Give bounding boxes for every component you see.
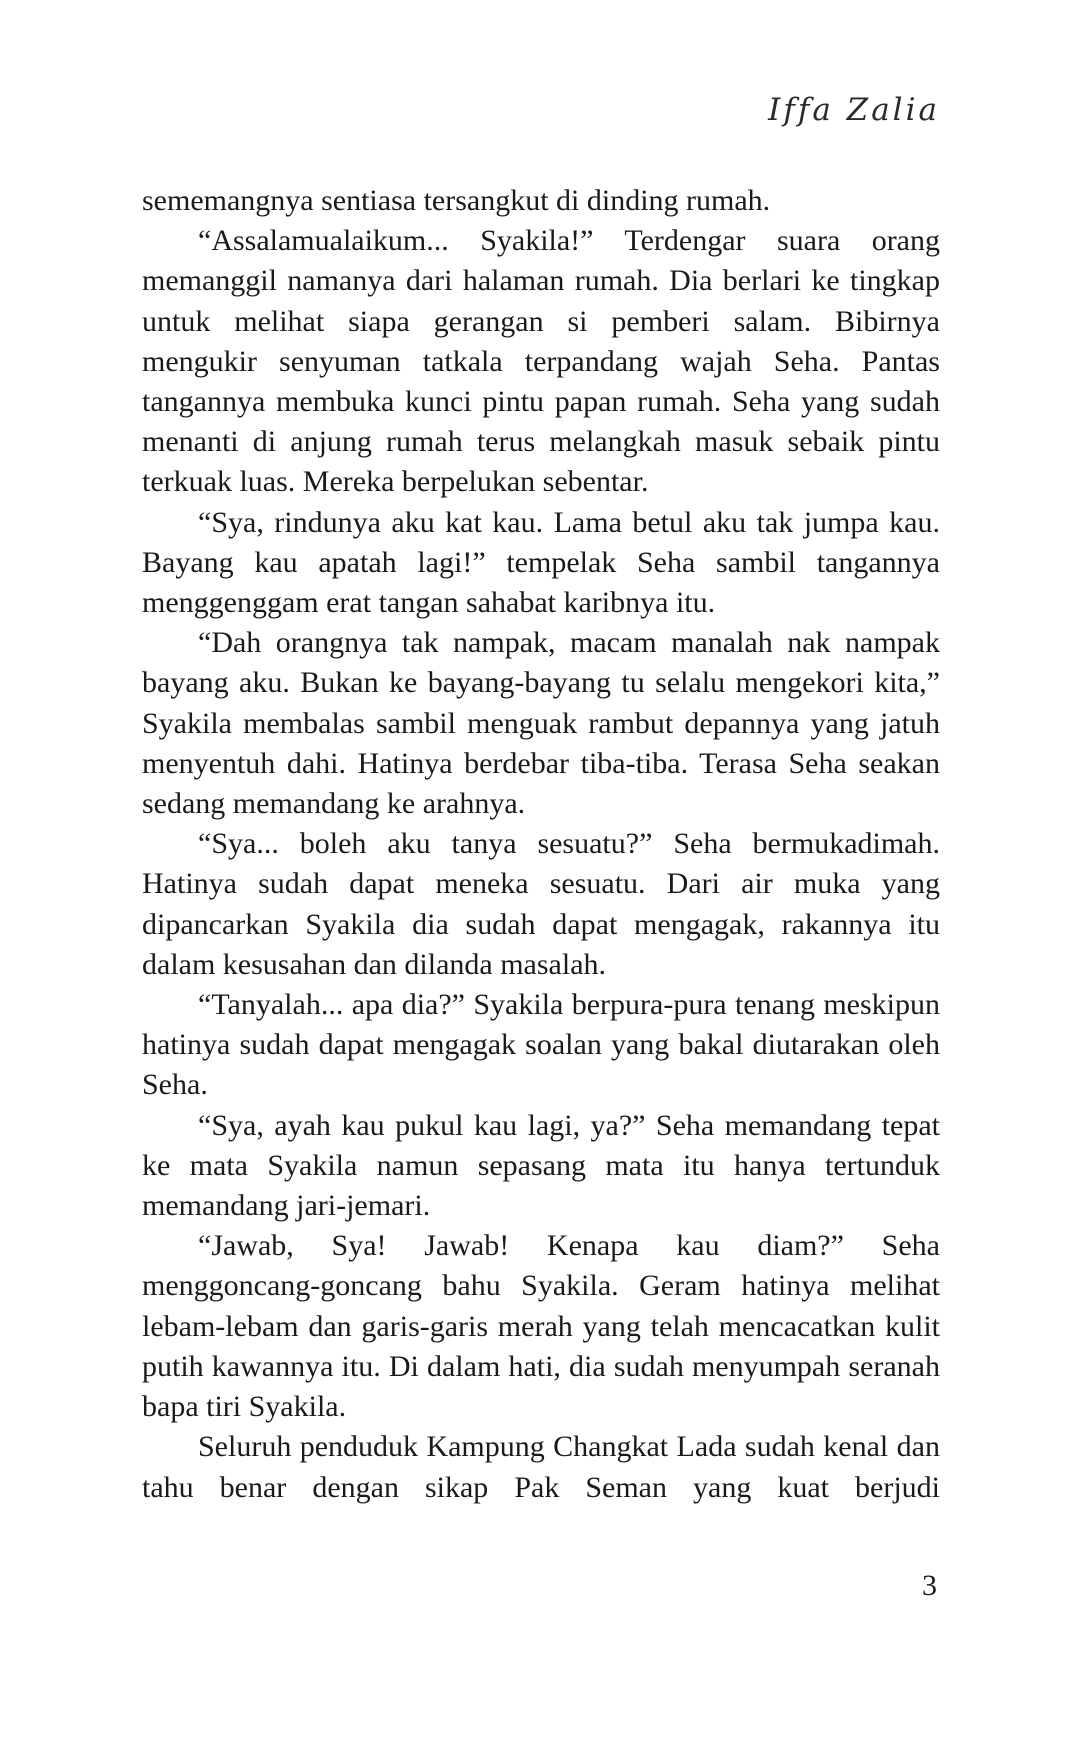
paragraph: “Dah orangnya tak nampak, macam manalah nak nampak bayang aku. Bukan ke bayang-bayang tu selalu mengekori kita,” Syakila membalas sambil menguak rambut depannya yang jatuh menyentuh dahi. Hatinya berdebar tiba-tiba. Terasa Seha seakan sedang memandang ke arahnya.	[142, 626, 940, 821]
paragraph: “Assalamualaikum... Syakila!” Terdengar suara orang memanggil namanya dari halaman rumah. Dia berlari ke tingkap untuk melihat siapa gerangan si pemberi salam. Bibirnya mengukir senyuman tatkala terpandang wajah Seha. Pantas tangannya membuka kunci pintu papan rumah. Seha yang sudah menanti di anjung rumah terus melangkah masuk sebaik pintu terkuak luas. Mereka berpelukan sebentar.	[142, 224, 940, 499]
paragraph: “Sya, ayah kau pukul kau lagi, ya?” Seha memandang tepat ke mata Syakila namun sepasang mata itu hanya tertunduk memandang jari-jemari.	[142, 1108, 940, 1223]
paragraph: “Sya, rindunya aku kat kau. Lama betul aku tak jumpa kau. Bayang kau apatah lagi!” tempelak Seha sambil tangannya menggenggam erat tangan sahabat karibnya itu.	[142, 505, 940, 620]
paragraph: sememangnya sentiasa tersangkut di dinding rumah.	[142, 184, 771, 217]
body-text	[142, 181, 940, 1508]
paragraph: “Jawab, Sya! Jawab! Kenapa kau diam?” Seha menggoncang-goncang bahu Syakila. Geram hatinya melihat lebam-lebam dan garis-garis merah yang telah mencacatkan kulit putih kawannya itu. Di dalam hati, dia sudah menyumpah seranah bapa tiri Syakila.	[142, 1229, 940, 1424]
paragraph: Seluruh penduduk Kampung Changkat Lada sudah kenal dan tahu benar dengan sikap Pak Seman yang kuat berjudi	[142, 1430, 940, 1504]
running-head-author: Iffa Zalia	[768, 92, 940, 128]
paragraph: “Sya... boleh aku tanya sesuatu?” Seha bermukadimah. Hatinya sudah dapat meneka sesuatu. Dari air muka yang dipancarkan Syakila dia sudah dapat mengagak, rakannya itu dalam kesusahan dan dilanda masalah.	[142, 827, 940, 981]
page-number: 3	[922, 1569, 937, 1602]
paragraph: “Tanyalah... apa dia?” Syakila berpura-pura tenang meskipun hatinya sudah dapat mengagak soalan yang bakal diutarakan oleh Seha.	[142, 988, 940, 1102]
